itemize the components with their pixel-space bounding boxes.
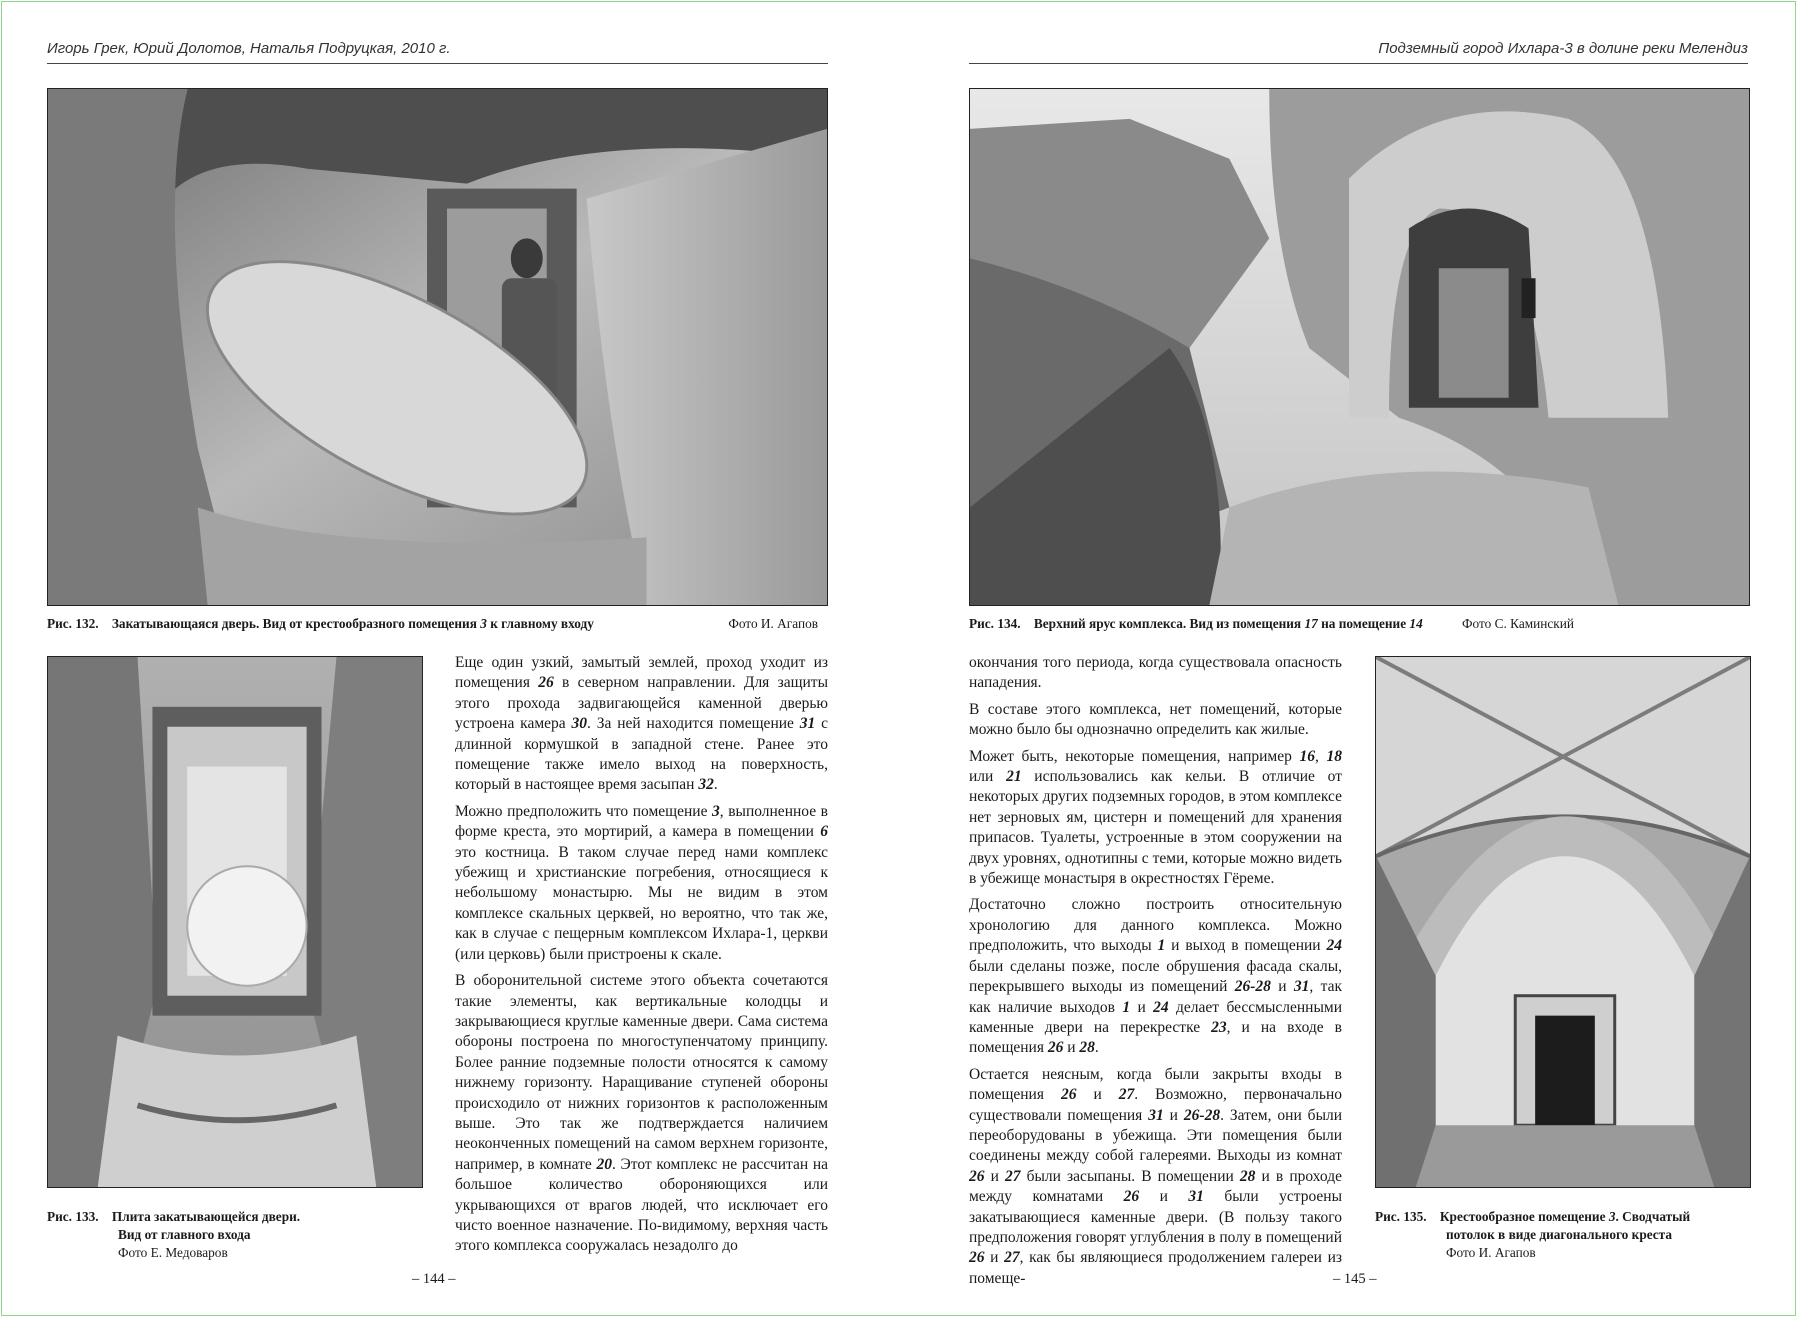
figure-135-title-line1: Крестообразное помещение 3. Сводчатый xyxy=(1439,1209,1691,1224)
room-number: 31 xyxy=(1293,978,1310,996)
room-number: 20 xyxy=(596,1155,612,1173)
room-number: 23 xyxy=(1211,1018,1227,1036)
right-paragraph-2: В составе этого комплекса, нет помещений, которые можно было бы однозначно определить как жилые. xyxy=(969,700,1342,739)
room-number: 26-28 xyxy=(1183,1106,1221,1124)
room-number: 27 xyxy=(1118,1086,1135,1104)
figure-133-label: Рис. 133. xyxy=(47,1209,99,1224)
right-paragraph-4: Достаточно сложно построить относительную хронологию для данного комплекса. Можно предположить, что выходы 1 и выход в помещении 24 были сделаны позже, после обрушения фасада скалы, перекрывшего выходы из помещений 26-28 и 31, так как наличие выходов 1 и 24 делает бессмысленными каменные двери на перекрестке 23, и на входе в помещения 26 и 28. xyxy=(969,896,1343,1057)
page-number-right: – 145 – xyxy=(1333,1271,1377,1287)
right-paragraph-1: окончания того периода, когда существовала опасность нападения. xyxy=(969,654,1342,692)
figure-135-caption xyxy=(1375,1208,1775,1262)
figure-132-label: Рис. 132. xyxy=(47,616,99,631)
figure-132-caption xyxy=(47,615,828,633)
left-page xyxy=(0,0,899,1319)
right-paragraph-3: Может быть, некоторые помещения, например 16, 18 или 21 использовались как кельи. В отличие от некоторых других подземных городов, в этом комплексе нет зерновых ям, цистерн и помещений для хранения припасов. Туалеты, устроенные в этом сооружении на двух уровнях, однотипны с теми, которые можно видеть в убежище монастыря в окрестностях Гёреме. xyxy=(969,747,1343,888)
figure-134-title: Верхний ярус комплекса. Вид из помещения 17 на помещение 14 xyxy=(1033,616,1423,631)
figure-132-credit: Фото И. Агапов xyxy=(728,616,818,631)
figure-134-credit: Фото С. Каминский xyxy=(1462,616,1574,631)
header-rule-right xyxy=(969,63,1748,64)
running-head-left: Игорь Грек, Юрий Долотов, Наталья Подруцкая, 2010 г. xyxy=(47,40,451,57)
room-number: 27 xyxy=(1005,1167,1021,1185)
room-number: 30 xyxy=(571,715,588,733)
figure-135-credit: Фото И. Агапов xyxy=(1446,1245,1536,1260)
room-number: 26 xyxy=(538,674,554,692)
figure-135-label: Рис. 135. xyxy=(1375,1209,1427,1224)
right-paragraph-5: Остается неясным, когда были закрыты входы в помещения 26 и 27. Возможно, первоначально существовали помещения 31 и 26-28. Затем, они были переоборудованы в убежища. Эти помещения были соединены между собой галереями. Выходы из комнат 26 и 27 были засыпаны. В помещении 28 и в проходе между комнатами 26 и 31 были устроены закатывающиеся каменные двери. (В пользу такого предположения говорят углубления в полу в помещений 26 и 27, как бы являющиеся продолжением галереи из помеще- xyxy=(969,1065,1343,1287)
room-number: 28 xyxy=(1079,1039,1095,1057)
figure-132-title: Закатывающаяся дверь. Вид от крестообразного помещения 3 к главному входу xyxy=(111,616,594,631)
figure-134-photo xyxy=(969,88,1750,606)
figure-134-label: Рис. 134. xyxy=(969,616,1021,631)
figure-133-title-line2: Вид от главного входа xyxy=(118,1227,251,1242)
room-number: 26 xyxy=(1123,1188,1140,1206)
right-page xyxy=(899,0,1799,1319)
room-number: 16 xyxy=(1299,747,1315,765)
room-number: 18 xyxy=(1326,747,1343,765)
page-number-left: – 144 – xyxy=(412,1271,456,1287)
figure-134-caption xyxy=(969,615,1750,633)
room-number: 31 xyxy=(1148,1106,1164,1124)
room-number: 32 xyxy=(698,776,714,794)
room-number: 26 xyxy=(1047,1039,1064,1057)
figure-133-credit: Фото Е. Медоваров xyxy=(118,1245,228,1260)
figure-132-photo xyxy=(47,88,828,606)
right-body-text xyxy=(969,653,1342,1295)
figure-133-title-line1: Плита закатывающейся двери. xyxy=(111,1209,301,1224)
room-number: 21 xyxy=(1006,768,1022,786)
room-number: 24 xyxy=(1326,937,1342,955)
room-number: 6 xyxy=(820,823,828,841)
room-number: 3 xyxy=(712,802,720,820)
room-number: 1 xyxy=(1122,998,1131,1016)
left-paragraph-1: Еще один узкий, замытый землей, проход уходит из помещения 26 в северном направлении. Для защиты этого прохода задвигающейся каменной дверью устроена камера 30. За ней находится помещение 31 с длинной кормушкой в западной стене. Ранее это помещение также имело выход на поверхность, который в настоящее время засыпан 32. xyxy=(455,654,828,794)
figure-133-caption xyxy=(47,1208,423,1262)
room-number: 31 xyxy=(799,715,816,733)
room-number: 27 xyxy=(1004,1249,1020,1267)
room-number: 24 xyxy=(1153,998,1169,1016)
room-number: 26 xyxy=(1060,1086,1077,1104)
room-number: 26-28 xyxy=(1234,978,1271,996)
room-number: 26 xyxy=(969,1249,985,1267)
left-paragraph-3: В оборонительной системе этого объекта сочетаются такие элементы, как вертикальные колодцы и закрывающиеся круглые каменные двери. Сама система обороны построена по многоступенчатому принципу. Более ранние подземные полости относятся к самому нижнему горизонту. Наращивание ступеней обороны происходило от нижних горизонтов к расположенным выше. Это так же подтверждается наличием неоконченных помещений на самом верхнем горизонте, например, в комнате 20. Этот комплекс не рассчитан на большое количество обороняющихся или укрывающихся от врагов людей, что исключает его чисто военное назначение. По-видимому, верхняя часть этого комплекса сооружалась незадолго до xyxy=(455,972,828,1255)
running-head-right: Подземный город Ихлара-3 в долине реки Мелендиз xyxy=(1378,40,1748,57)
figure-135-photo xyxy=(1375,656,1751,1188)
room-number: 26 xyxy=(969,1167,985,1185)
room-number: 1 xyxy=(1157,937,1166,955)
header-rule-left xyxy=(47,63,828,64)
figure-135-title-line2: потолок в виде диагонального креста xyxy=(1446,1227,1673,1242)
left-paragraph-2: Можно предположить что помещение 3, выполненное в форме креста, это мортирий, а камера в помещении 6 это костница. В таком случае перед нами комплекс убежищ и христианские погребения, относящиеся к небольшому монастырю. Мы не видим в этом комплексе скальных церквей, но вероятно, что так же, как в случае с пещерным комплексом Ихлара-1, церкви (или церковь) были пристроены к скале. xyxy=(455,802,828,963)
room-number: 28 xyxy=(1239,1167,1256,1185)
room-number: 31 xyxy=(1188,1188,1204,1206)
figure-133-photo xyxy=(47,656,423,1188)
left-body-text xyxy=(455,653,828,1263)
